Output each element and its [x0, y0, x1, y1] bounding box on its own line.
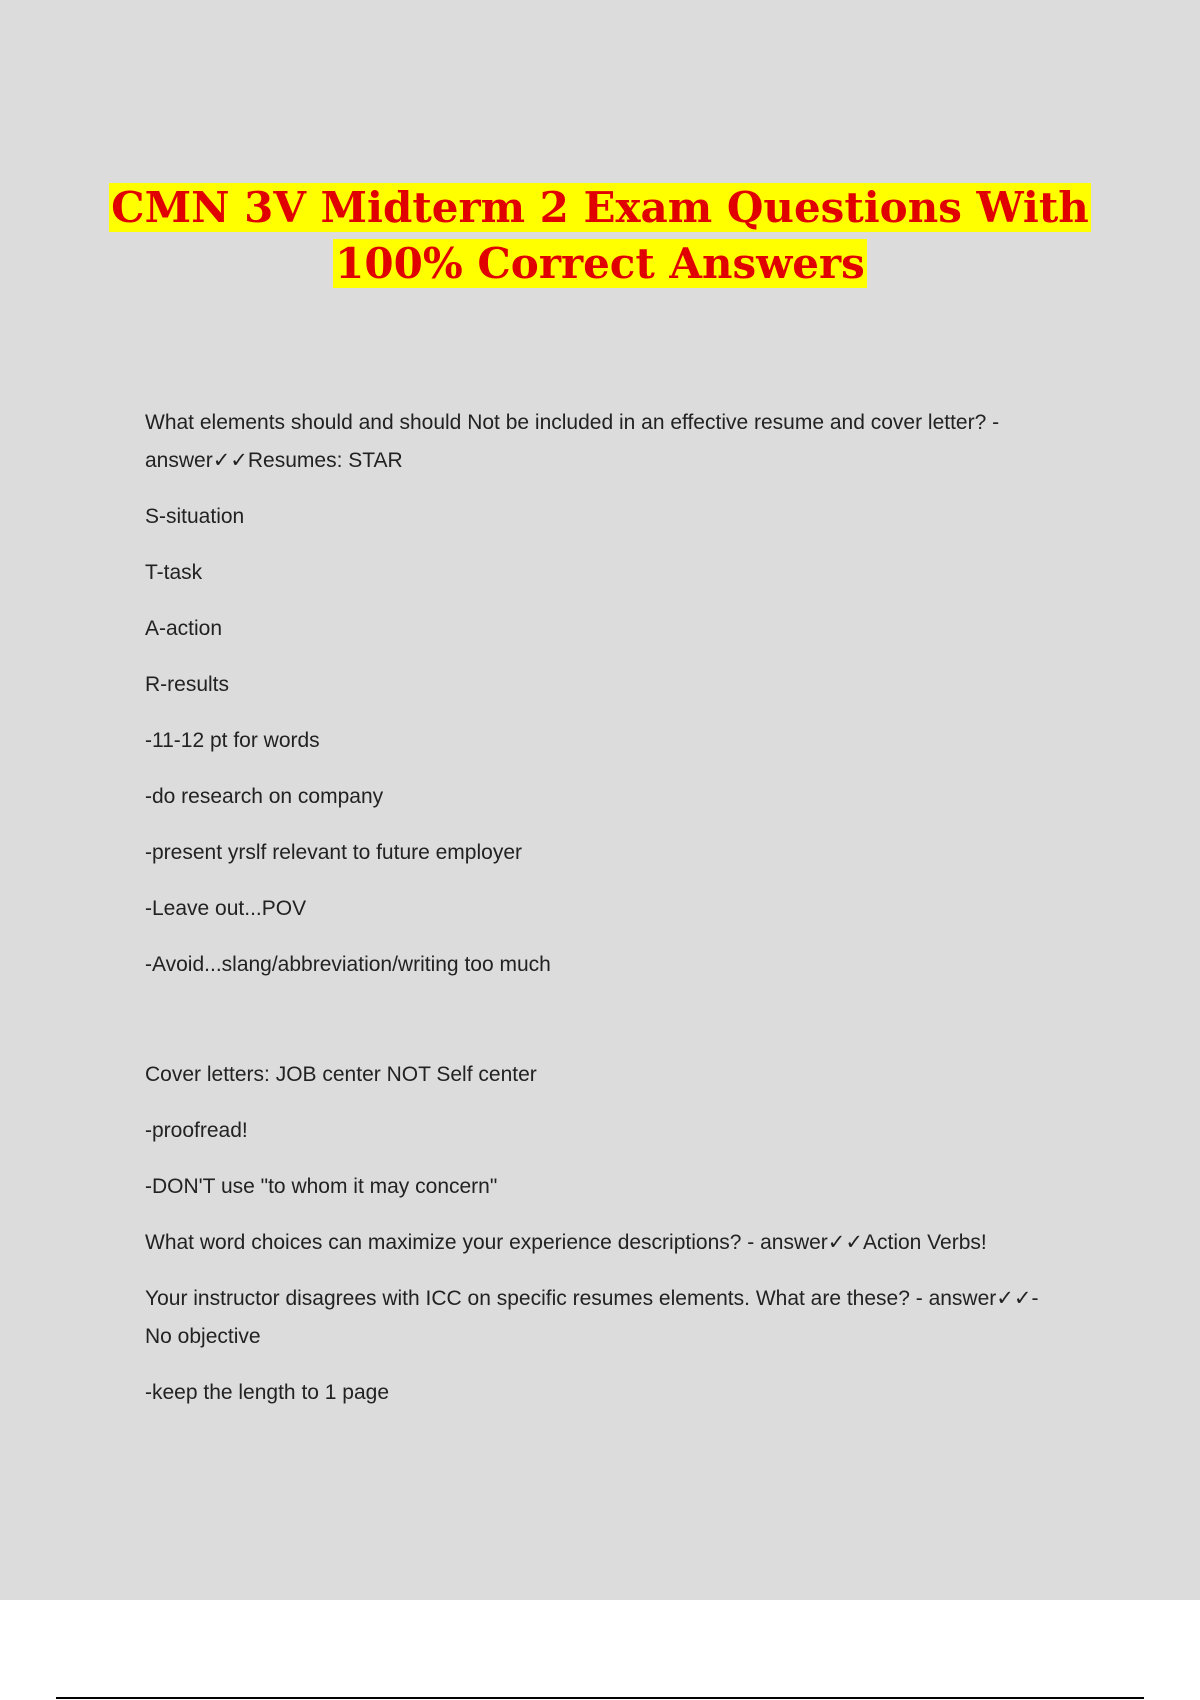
list-item: -Avoid...slang/abbreviation/writing too much: [145, 953, 551, 976]
question-3-line-1: Your instructor disagrees with ICC on specific resumes elements. What are these? - answer✓✓-: [145, 1287, 1039, 1310]
list-item: -11-12 pt for words: [145, 729, 320, 752]
list-item: -present yrslf relevant to future employer: [145, 841, 522, 864]
title-line-2: 100% Correct Answers: [335, 239, 865, 288]
list-item: S-situation: [145, 505, 245, 528]
question-1-line-1: What elements should and should Not be included in an effective resume and cover letter? -: [145, 411, 1000, 434]
document-title: [0, 180, 1200, 292]
question-2: What word choices can maximize your experience descriptions? - answer✓✓Action Verbs!: [145, 1231, 987, 1254]
document-body: [145, 404, 1095, 1412]
cover-letters-heading: Cover letters: JOB center NOT Self center: [145, 1063, 537, 1086]
question-3-line-2: No objective: [145, 1325, 261, 1348]
bottom-rule: [56, 1697, 1144, 1699]
list-item: -proofread!: [145, 1119, 248, 1142]
list-item: -do research on company: [145, 785, 384, 808]
list-item: R-results: [145, 673, 230, 696]
list-item: T-task: [145, 561, 203, 584]
list-item: -DON'T use "to whom it may concern": [145, 1175, 498, 1198]
list-item: -Leave out...POV: [145, 897, 307, 920]
list-item: A-action: [145, 617, 223, 640]
title-line-1: CMN 3V Midterm 2 Exam Questions With: [111, 183, 1089, 232]
list-item: -keep the length to 1 page: [145, 1381, 390, 1404]
question-1-line-2: answer✓✓Resumes: STAR: [145, 449, 403, 472]
